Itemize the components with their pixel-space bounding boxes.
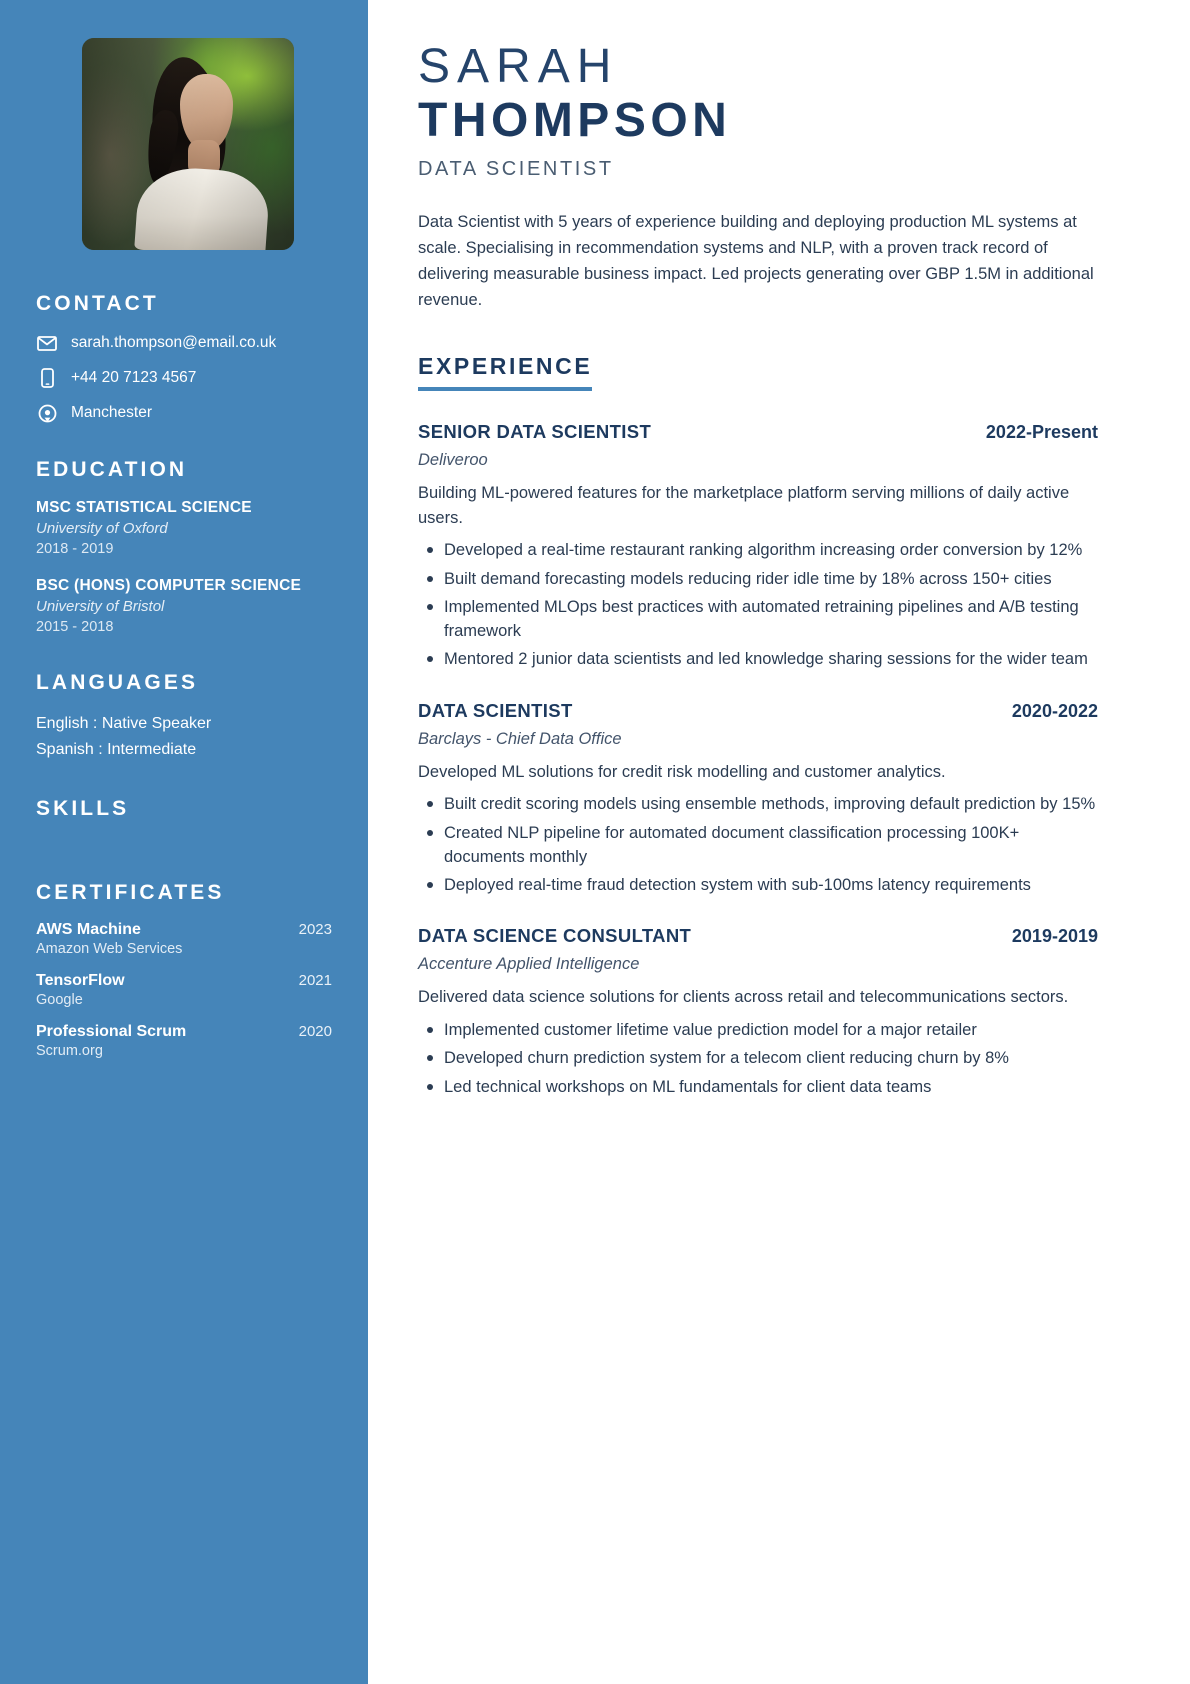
certificate-item bbox=[36, 972, 332, 1008]
job-dates: 2019-2019 bbox=[1011, 926, 1098, 947]
education-item bbox=[36, 498, 332, 559]
job-bullet: Built demand forecasting models reducing rider idle time by 18% across 150+ cities bbox=[418, 567, 1098, 591]
education-degree: BSC (HONS) COMPUTER SCIENCE bbox=[36, 577, 302, 595]
job-description: Developed ML solutions for credit risk modelling and customer analytics. bbox=[418, 762, 946, 781]
job-description: Building ML-powered features for the marketplace platform serving millions of daily active users. bbox=[418, 483, 1070, 527]
skills-heading: SKILLS bbox=[36, 797, 130, 821]
certificates-heading: CERTIFICATES bbox=[36, 881, 225, 905]
contact-email-row[interactable] bbox=[36, 332, 332, 354]
certificate-issuer: Amazon Web Services bbox=[36, 941, 183, 958]
skills-list bbox=[36, 837, 332, 847]
first-name: SARAH bbox=[418, 40, 619, 93]
certificate-year: 2021 bbox=[298, 972, 332, 990]
job-bullets bbox=[418, 1018, 1098, 1099]
job-bullet: Mentored 2 junior data scientists and led knowledge sharing sessions for the wider team bbox=[418, 647, 1098, 671]
sidebar bbox=[0, 0, 368, 1684]
education-school: University of Oxford bbox=[36, 519, 168, 537]
photo-shadow-overlay bbox=[82, 38, 294, 250]
education-years: 2018 - 2019 bbox=[36, 540, 114, 557]
job-bullets bbox=[418, 792, 1098, 897]
certificate-item bbox=[36, 1023, 332, 1059]
job-bullet: Implemented MLOps best practices with automated retraining pipelines and A/B testing framework bbox=[418, 595, 1098, 644]
professional-summary: Data Scientist with 5 years of experience building and deploying production ML systems at scale. Specialising in recommendation systems and NLP, with a proven track record of delivering measurable business impact. Led projects generating over GBP 1.5M in additional revenue. bbox=[418, 212, 1094, 309]
job-bullet: Implemented customer lifetime value prediction model for a major retailer bbox=[418, 1018, 1098, 1042]
contact-location-row[interactable] bbox=[36, 402, 332, 424]
certificate-name: TensorFlow bbox=[36, 972, 125, 990]
job-bullet: Created NLP pipeline for automated document classification processing 100K+ documents monthly bbox=[418, 821, 1098, 870]
contact-location-value: Manchester bbox=[71, 404, 152, 421]
last-name: THOMPSON bbox=[418, 93, 732, 147]
profile-photo-image bbox=[82, 38, 294, 250]
job-role: DATA SCIENTIST bbox=[418, 699, 573, 721]
certificate-item bbox=[36, 921, 332, 957]
job-dates: 2020-2022 bbox=[1011, 700, 1098, 721]
certificate-issuer: Scrum.org bbox=[36, 1043, 103, 1060]
location-pin-icon bbox=[36, 402, 58, 424]
job-company: Barclays - Chief Data Office bbox=[418, 729, 622, 748]
job-bullets bbox=[418, 538, 1098, 671]
job-bullet: Led technical workshops on ML fundamentals for client data teams bbox=[418, 1075, 1098, 1099]
education-heading: EDUCATION bbox=[36, 458, 188, 481]
contact-phone-row[interactable] bbox=[36, 367, 332, 389]
professional-title: DATA SCIENTIST bbox=[418, 157, 614, 180]
certificate-year: 2020 bbox=[298, 1023, 332, 1041]
phone-icon bbox=[36, 367, 58, 389]
job-description: Delivered data science solutions for clients across retail and telecommunications sectors. bbox=[418, 988, 1069, 1007]
job-bullet: Built credit scoring models using ensemble methods, improving default prediction by 15% bbox=[418, 792, 1098, 816]
experience-entry bbox=[418, 421, 1098, 672]
profile-photo bbox=[82, 38, 294, 250]
language-item: English : Native Speaker bbox=[36, 715, 212, 733]
job-role: SENIOR DATA SCIENTIST bbox=[418, 420, 652, 442]
certificate-name: AWS Machine bbox=[36, 921, 141, 939]
job-role: DATA SCIENCE CONSULTANT bbox=[418, 925, 692, 947]
language-item: Spanish : Intermediate bbox=[36, 741, 197, 759]
education-degree: MSC STATISTICAL SCIENCE bbox=[36, 499, 252, 516]
experience-heading: EXPERIENCE bbox=[418, 353, 592, 391]
contact-email-value: sarah.thompson@email.co.uk bbox=[71, 334, 277, 351]
contact-heading: CONTACT bbox=[36, 292, 159, 315]
job-company: Accenture Applied Intelligence bbox=[418, 955, 640, 974]
experience-entry bbox=[418, 925, 1098, 1099]
languages-heading: LANGUAGES bbox=[36, 671, 199, 695]
experience-entry bbox=[418, 700, 1098, 898]
education-item bbox=[36, 576, 332, 637]
education-years: 2015 - 2018 bbox=[36, 618, 114, 635]
envelope-icon bbox=[36, 332, 58, 354]
certificate-issuer: Google bbox=[36, 992, 83, 1009]
job-bullet: Developed a real-time restaurant ranking algorithm increasing order conversion by 12% bbox=[418, 538, 1098, 562]
certificate-name: Professional Scrum bbox=[36, 1023, 187, 1041]
contact-phone-value: +44 20 7123 4567 bbox=[71, 369, 197, 386]
job-bullet: Deployed real-time fraud detection system with sub-100ms latency requirements bbox=[418, 873, 1098, 897]
certificate-year: 2023 bbox=[298, 921, 332, 939]
job-company: Deliveroo bbox=[418, 450, 488, 469]
education-school: University of Bristol bbox=[36, 597, 165, 615]
job-dates: 2022-Present bbox=[985, 421, 1098, 442]
job-bullet: Developed churn prediction system for a telecom client reducing churn by 8% bbox=[418, 1046, 1098, 1070]
main-content bbox=[368, 0, 1190, 1684]
